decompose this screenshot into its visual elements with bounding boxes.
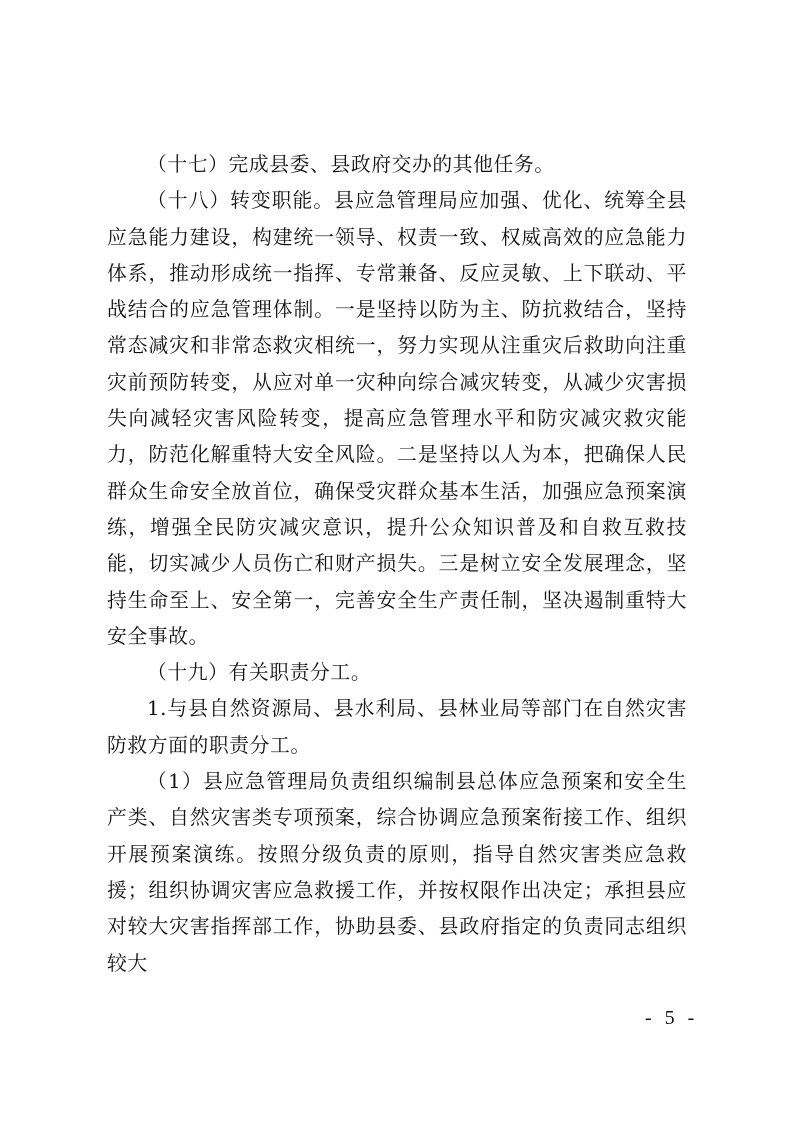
paragraph-item-17: （十七）完成县委、县政府交办的其他任务。 bbox=[147, 153, 555, 176]
paragraph-item-18: （十八）转变职能。县应急管理局应加强、优化、统筹全县应急能力建设，构建统一领导、权责一致、权威高效的应急能力体系，推动形成统一指挥、专常兼备、反应灵敏、上下联动、平战结合的应急管理体制。一是坚持以防为主、防抗救结合，坚持常态减灾和非常态救灾相统一，努力实现从注重灾后救助向注重灾前预防转变，从应对单一灾种向综合减灾转变，从减少灾害损失向减轻灾害风险转变，提高应急管理水平和防灾减灾救灾能力，防范化解重特大安全风险。二是坚持以人为本，把确保人民群众生命安全放首位，确保受灾群众基本生活，加强应急预案演练，增强全民防灾减灾意识，提升公众知识普及和自救互救技能，切实减少人员伤亡和财产损失。三是树立安全发展理念，坚持生命至上、安全第一，完善安全生产责任制，坚决遏制重特大安全事故。 bbox=[107, 189, 687, 648]
paragraph-item-19: （十九）有关职责分工。 bbox=[147, 661, 372, 685]
page-number: - 5 - bbox=[645, 1007, 699, 1029]
document-body bbox=[107, 147, 687, 982]
paragraph-subitem-1-1: （1）县应急管理局负责组织编制县总体应急预案和安全生产类、自然灾害类专项预案，综合协调应急预案衔接工作、组织开展预案演练。按照分级负责的原则，指导自然灾害类应急救援；组织协调灾害应急救援工作，并按权限作出决定；承担县应对较大灾害指挥部工作，协助县委、县政府指定的负责同志组织较大 bbox=[107, 770, 687, 975]
paragraph-subitem-1: 1.与县自然资源局、县水利局、县林业局等部门在自然灾害防救方面的职责分工。 bbox=[107, 697, 687, 757]
